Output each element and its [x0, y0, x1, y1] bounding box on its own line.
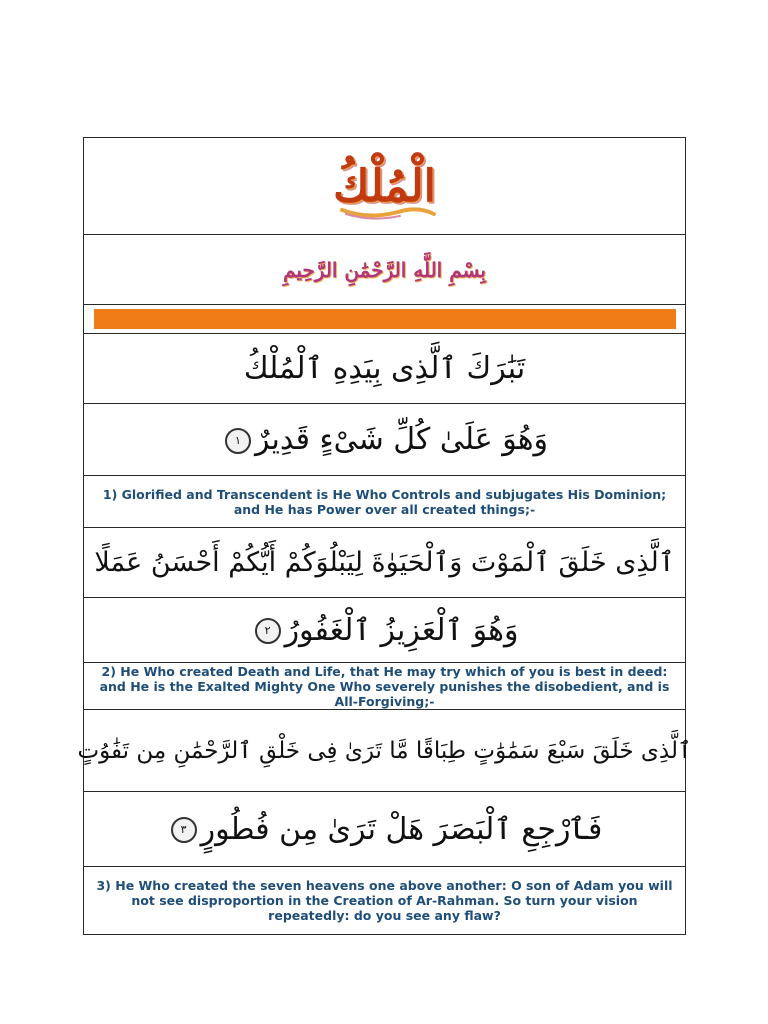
verse-1-line-1: تَبَٰرَكَ ٱلَّذِى بِيَدِهِ ٱلْمُلْكُ — [243, 351, 526, 386]
verse-2-translation-line-3: All-Forgiving;- — [334, 693, 435, 709]
verse-3-translation-row — [84, 866, 685, 934]
verse-3-line-2-text: فَٱرْجِعِ ٱلْبَصَرَ هَلْ تَرَىٰ مِن فُطُورٍ — [200, 811, 603, 847]
verse-1-translation-row — [84, 475, 685, 527]
basmala-row — [84, 234, 685, 304]
verse-3-translation-line-2: not see disproportion in the Creation of Ar-Rahman. So turn your vision — [131, 893, 638, 908]
verse-1-line-2-row — [84, 403, 685, 475]
verse-2-translation-line-1: 2) He Who created Death and Life, that He may try which of you is best in deed: — [101, 663, 668, 679]
ayah-number-marker: ٢ — [255, 618, 281, 644]
orange-divider-bar — [94, 309, 676, 329]
verse-3-line-2 — [167, 812, 603, 847]
verse-1-line-2 — [221, 422, 548, 457]
ayah-number-marker: ١ — [225, 428, 251, 454]
verse-3-translation-line-3: repeatedly: do you see any flaw? — [268, 908, 501, 923]
verse-2-translation — [88, 664, 682, 709]
surah-title-calligraphy: الْمُلْكُ — [333, 160, 436, 212]
verse-2-line-2-row — [84, 597, 685, 662]
verse-2-line-2 — [251, 613, 519, 648]
ayah-number-marker: ٣ — [171, 817, 197, 843]
verse-1-line-2-text: وَهُوَ عَلَىٰ كُلِّ شَىْءٍ قَدِيرٌ — [254, 422, 549, 457]
surah-table — [77, 137, 692, 935]
verse-1-translation-line-1: 1) Glorified and Transcendent is He Who Controls and subjugates His Dominion; — [102, 486, 667, 502]
verse-1-line-1-row — [84, 333, 685, 403]
divider-row — [84, 304, 685, 333]
verse-1-translation — [91, 487, 678, 517]
verse-2-line-1: ٱلَّذِى خَلَقَ ٱلْمَوْتَ وَٱلْحَيَوٰةَ لِيَبْلُوَكُمْ أَيُّكُمْ أَحْسَنُ عَمَلًا — [94, 547, 675, 578]
verse-3-translation — [84, 878, 684, 923]
verse-2-translation-row — [84, 662, 685, 709]
verse-2-translation-line-2: and He is the Exalted Mighty One Who severely punishes the disobedient, and is — [99, 678, 670, 694]
verse-1-translation-line-2: and He has Power over all created things;- — [233, 501, 536, 517]
verse-2-line-1-row — [84, 527, 685, 597]
verse-2-line-2-text: وَهُوَ ٱلْعَزِيزُ ٱلْغَفُورُ — [284, 612, 519, 648]
verse-3-line-2-row — [84, 791, 685, 866]
verse-3-line-1-row — [77, 709, 692, 791]
verse-3-translation-line-1: 3) He Who created the seven heavens one above another: O son of Adam you will — [96, 878, 673, 893]
title-swash-decoration — [338, 196, 438, 220]
verse-3-line-1: ٱلَّذِى خَلَقَ سَبْعَ سَمَٰوَٰتٍ طِبَاقًا مَّا تَرَىٰ فِى خَلْقِ ٱلرَّحْمَٰنِ مِن تَفَٰوُتٍ — [77, 737, 692, 764]
basmala-calligraphy: بِسْمِ اللَّهِ الرَّحْمَٰنِ الرَّحِيمِ — [283, 257, 486, 282]
